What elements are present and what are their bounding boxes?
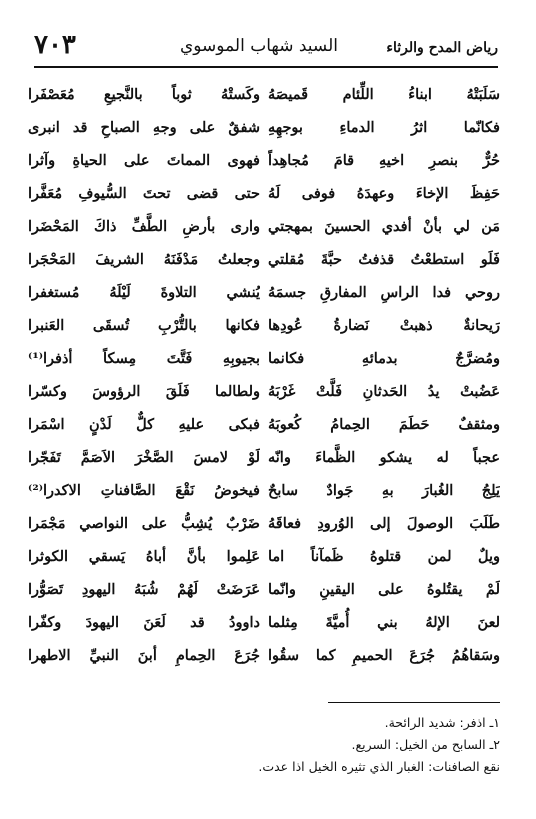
verse-first-hemistich: ومُضرَّجٌ بدمائهِ فكانما	[268, 350, 500, 367]
verse-line	[28, 408, 500, 441]
page-number: ٧٠٣	[34, 30, 76, 60]
book-title: رياض المدح والرثاء	[386, 40, 498, 56]
verse-second-hemistich: عَلِموا بأنَّ أباهُ يَسقي الكوثرا	[28, 548, 260, 565]
verse-first-hemistich: لعنَ الإلهُ بني أُميَّةَ مِثلما	[268, 614, 500, 631]
author-name: السيد شهاب الموسوي	[179, 36, 338, 56]
verse-second-hemistich: فيخوضُ نَقْعَ الصَّافناتِ الاكدرا⁽²⁾	[28, 482, 260, 499]
footnote: نقع الصافنات: الغبار الذي تثيره الخيل اذا عدت.	[258, 759, 500, 774]
verse-line	[28, 276, 500, 309]
page-header	[34, 30, 498, 64]
verse-second-hemistich: فكانها بالتُّرْبِ تُسقَى العَنبرا	[28, 317, 260, 334]
verse-line	[28, 309, 500, 342]
verse-second-hemistich: شفقٌ على وجهِ الصباحِ قد انبرى	[28, 119, 260, 136]
verse-first-hemistich: عَضُبتْ يدُ الحَدثانِ فَلَّتْ غَرْبَهُ	[268, 383, 500, 400]
footnotes	[40, 712, 500, 778]
verse-second-hemistich: جُرَعَ الحِمامِ أبنَ النبيِّ الاطهرا	[28, 647, 260, 664]
verse-first-hemistich: روحي فدا الراسِ المفارقِ جسمَهُ	[268, 284, 500, 301]
verse-line	[28, 342, 500, 375]
header-rule	[34, 66, 498, 68]
verse-second-hemistich: عَرَضَتْ لَهُمْ شُبَهُ اليهودِ تَصَوُّرا	[28, 581, 260, 598]
verse-first-hemistich: حُرٌّ بنصرِ اخيهِ قامَ مُجاهِداً	[268, 152, 500, 169]
verse-first-hemistich: يَلِجُ الغُبارَ بهِ جَوادٌ سابحٌ	[268, 482, 500, 499]
verse-line	[28, 639, 500, 672]
verse-second-hemistich: وارى بأرضِ الطَّفِّ ذاكَ المَحْضَرا	[28, 218, 260, 235]
verse-line	[28, 144, 500, 177]
verse-second-hemistich: بجيوبِهِ فَتَّتَ مِسكاً أذفرا⁽¹⁾	[28, 350, 260, 367]
verse-first-hemistich: سَلَبَتْهُ ابناءُ اللِّئام قَميصَهُ	[268, 86, 500, 103]
verse-first-hemistich: فكانّما اثرُ الدماءِ بوجهِهِ	[268, 119, 500, 136]
verse-second-hemistich: وكَستْهُ ثوباً بالنَّجيعِ مُعَصْفَرا	[28, 86, 260, 103]
verse-line	[28, 474, 500, 507]
footnote: ٢ـ السابح من الخيل: السريع.	[351, 737, 500, 752]
poem-body	[28, 78, 500, 672]
verse-first-hemistich: ويلٌ لمن قتلوهُ ظَمآناً اما	[268, 548, 500, 565]
verse-line	[28, 573, 500, 606]
verse-line	[28, 540, 500, 573]
verse-first-hemistich: مَن لي بأنْ أفدي الحسينَ بمهجتي	[268, 218, 500, 235]
verse-second-hemistich: ضَرْبٌ يُشِبُّ على النواصي مَجْمَرا	[28, 515, 260, 532]
verse-second-hemistich: فبكى عليهِ كلٌّ لَدْنٍ اسْمَرا	[28, 416, 260, 433]
verse-line	[28, 78, 500, 111]
verse-first-hemistich: طَلَبَ الوصولَ إلى الوُرودِ فعاقَهُ	[268, 515, 500, 532]
verse-first-hemistich: ومثقفٌ حَطَمَ الحِمامُ كُعوبَهُ	[268, 416, 500, 433]
verse-second-hemistich: داوودُ قد لَعَنَ اليهودَ وكفّرا	[28, 614, 260, 631]
verse-line	[28, 111, 500, 144]
verse-line	[28, 177, 500, 210]
verse-line	[28, 441, 500, 474]
verse-second-hemistich: يُنشي التلاوةَ لَيْلَهُ مُستغفرا	[28, 284, 260, 301]
verse-second-hemistich: فهوى المماتَ على الحياةِ وآثرا	[28, 152, 260, 169]
verse-line	[28, 606, 500, 639]
verse-line	[28, 375, 500, 408]
verse-first-hemistich: رَيحانةٌ ذهبتْ نَضارةُ عُودِها	[268, 317, 500, 334]
verse-first-hemistich: وسَقاهُمُ جُرَعَ الحميمِ كما سقُوا	[268, 647, 500, 664]
verse-second-hemistich: لَوْ لامسَ الصَّخْرَ الاَصَمَّ تَفَجّرا	[28, 449, 260, 466]
verse-line	[28, 243, 500, 276]
verse-second-hemistich: ولطالما فَلَقَ الرؤوسَ وكسّرا	[28, 383, 260, 400]
verse-second-hemistich: وجعلتُ مَدْفَنَهُ الشريفَ المَحْجَرا	[28, 251, 260, 268]
verse-line	[28, 210, 500, 243]
footnote: ١ـ اذفر: شديد الرائحة.	[384, 715, 500, 730]
footnote-rule	[328, 702, 500, 703]
verse-line	[28, 507, 500, 540]
verse-first-hemistich: حَفِظَ الإخاءَ وعهدَهُ فوفى لَهُ	[268, 185, 500, 202]
verse-first-hemistich: لَمْ يقتُلوهُ على اليقينِ وانّما	[268, 581, 500, 598]
verse-first-hemistich: فَلَو استطعْتُ قذفتُ حبَّةَ مُقلتي	[268, 251, 500, 268]
verse-first-hemistich: عجباً له يشكو الظَّماءَ وانّه	[268, 449, 500, 466]
verse-second-hemistich: حتى قضى تحتَ السُّيوفِ مُعَفَّرا	[28, 185, 260, 202]
